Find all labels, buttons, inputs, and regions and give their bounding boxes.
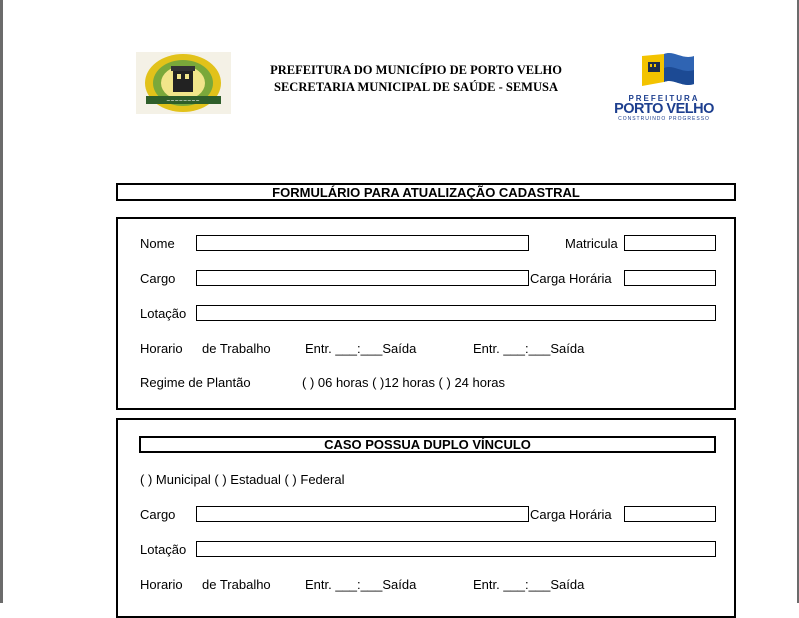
- carga-horaria-input[interactable]: [624, 270, 716, 286]
- horario-label: Horario: [140, 341, 183, 356]
- lotacao-label: Lotação: [140, 306, 187, 321]
- logo-porto-velho-text: PORTO VELHO: [614, 101, 714, 117]
- dual-horario-label: Horario: [140, 577, 183, 592]
- logo-tagline-text: CONSTRUINDO PROGRESSO: [618, 116, 710, 122]
- form-title-text: FORMULÁRIO PARA ATUALIZAÇÃO CADASTRAL: [272, 185, 580, 200]
- dual-entrada-saida-2[interactable]: Entr. ___:___Saída: [473, 577, 585, 592]
- svg-text:~~~~~~~~: ~~~~~~~~: [166, 98, 200, 105]
- nome-input[interactable]: [196, 235, 529, 251]
- dual-carga-horaria-label: Carga Horária: [530, 507, 612, 522]
- vinculo-options[interactable]: ( ) Municipal ( ) Estadual ( ) Federal: [140, 472, 345, 487]
- dual-lotacao-input[interactable]: [196, 541, 716, 557]
- dual-cargo-input[interactable]: [196, 506, 529, 522]
- matricula-label: Matricula: [565, 236, 618, 251]
- lotacao-input[interactable]: [196, 305, 716, 321]
- entrada-saida-1[interactable]: Entr. ___:___Saída: [305, 341, 417, 356]
- dual-lotacao-label: Lotação: [140, 542, 187, 557]
- header-title: [240, 62, 592, 96]
- matricula-input[interactable]: [624, 235, 716, 251]
- form-title: [116, 183, 736, 201]
- dual-de-trabalho-label: de Trabalho: [202, 577, 271, 592]
- header-line-1: PREFEITURA DO MUNICÍPIO DE PORTO VELHO: [270, 63, 562, 77]
- carga-horaria-label: Carga Horária: [530, 271, 612, 286]
- dual-cargo-label: Cargo: [140, 507, 176, 522]
- municipal-coat-of-arms-logo: [136, 52, 231, 114]
- logo-prefeitura-text: PREFEITURA: [628, 94, 700, 103]
- duplo-vinculo-title: [139, 436, 716, 453]
- cargo-label: Cargo: [140, 271, 176, 286]
- porto-velho-logo: [612, 52, 716, 120]
- dual-carga-horaria-input[interactable]: [624, 506, 716, 522]
- window-border-left: [0, 0, 3, 603]
- regime-plantao-options[interactable]: ( ) 06 horas ( )12 horas ( ) 24 horas: [302, 375, 506, 390]
- regime-plantao-label: Regime de Plantão: [140, 375, 251, 390]
- cargo-input[interactable]: [196, 270, 529, 286]
- nome-label: Nome: [140, 236, 175, 251]
- header-line-2: SECRETARIA MUNICIPAL DE SAÚDE - SEMUSA: [274, 80, 558, 94]
- duplo-vinculo-title-text: CASO POSSUA DUPLO VÍNCULO: [324, 437, 531, 452]
- de-trabalho-label: de Trabalho: [202, 341, 271, 356]
- dual-entrada-saida-1[interactable]: Entr. ___:___Saída: [305, 577, 417, 592]
- entrada-saida-2[interactable]: Entr. ___:___Saída: [473, 341, 585, 356]
